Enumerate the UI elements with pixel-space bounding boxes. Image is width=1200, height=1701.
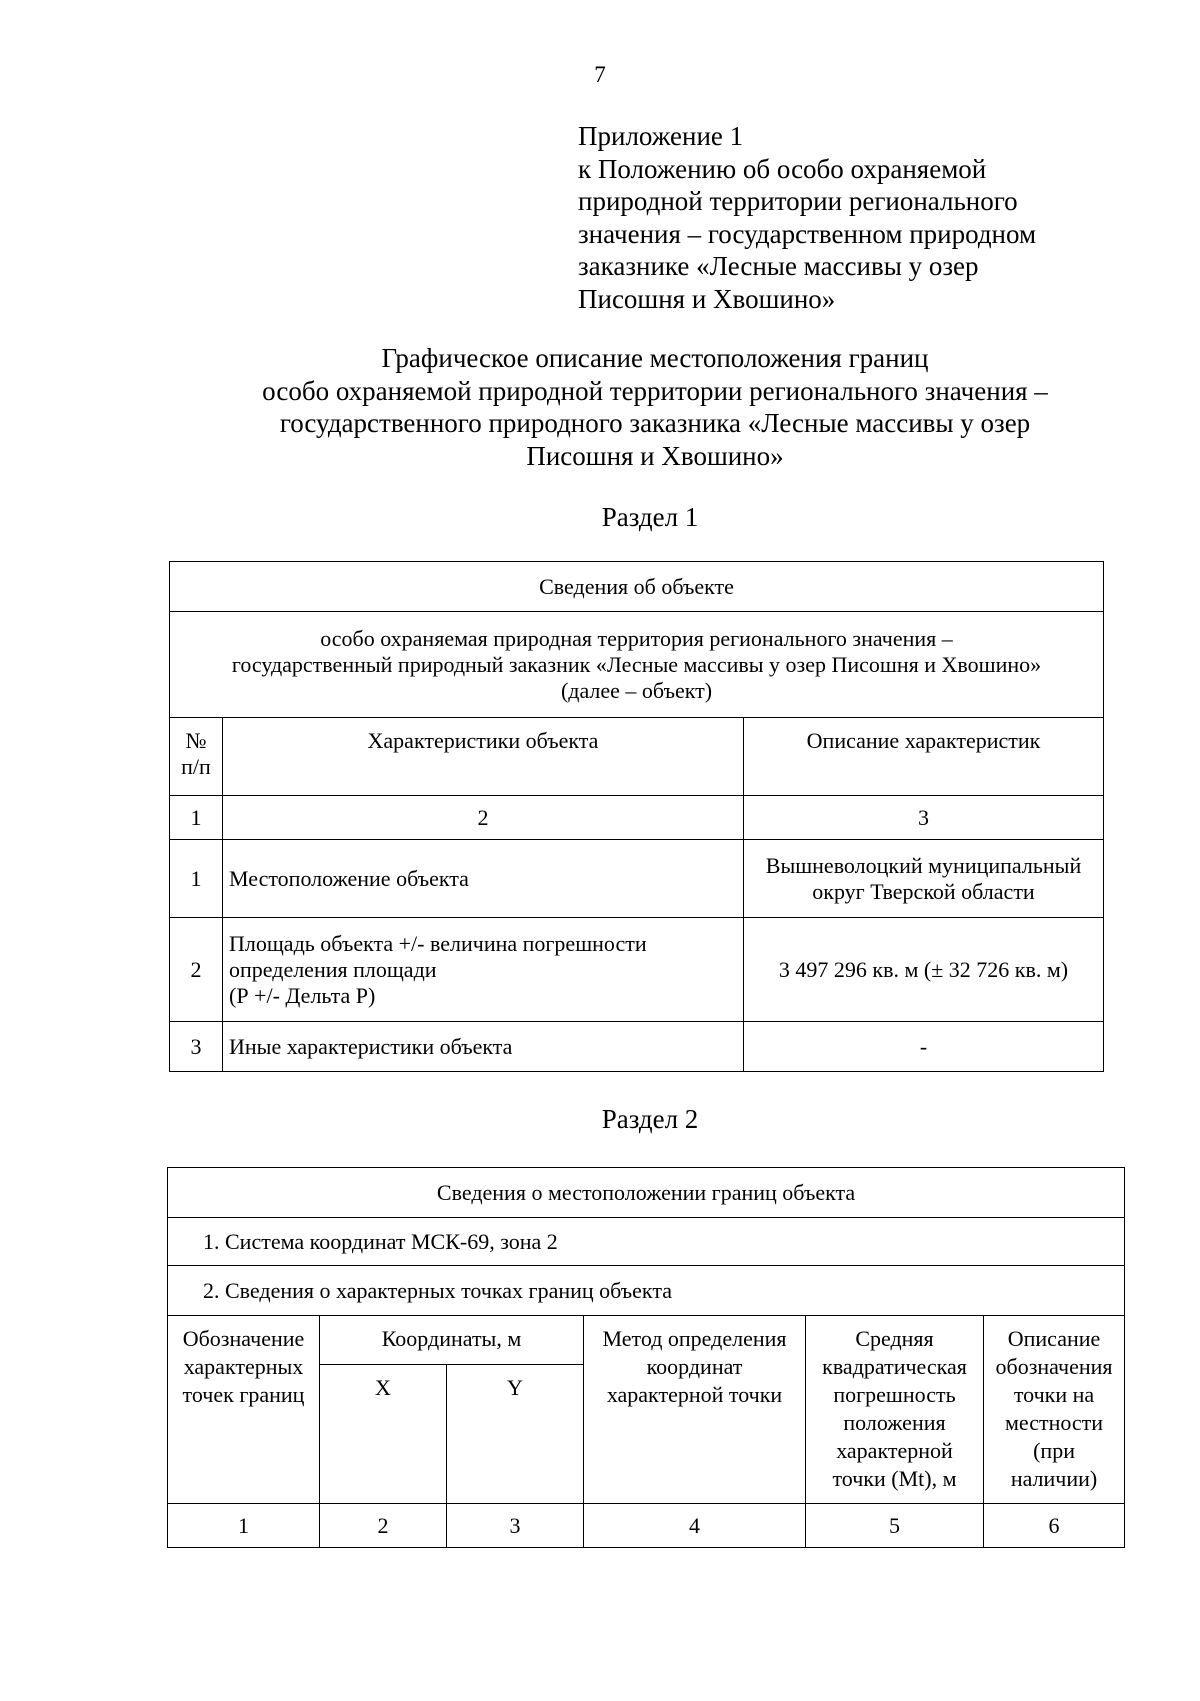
header-point-description-line: Описание	[1007, 1326, 1101, 1351]
appendix-line: Писошня и Хвошино»	[578, 283, 836, 314]
object-description-line: государственный природный заказник «Лесные массивы у озер Писошня и Хвошино»	[231, 651, 1042, 677]
characteristic-line: Иные характеристики объекта	[229, 1033, 513, 1059]
header-point-description-line: местности	[1004, 1410, 1104, 1435]
appendix-line: значения – государственном природном	[578, 218, 1037, 249]
header-error	[806, 1316, 984, 1504]
object-description-line: (далее – объект)	[560, 677, 713, 703]
column-number: 3	[447, 1504, 584, 1548]
header-point-description-line: точки на	[1013, 1382, 1095, 1407]
column-number: 1	[170, 796, 223, 840]
header-point-description-line: обозначения	[995, 1354, 1113, 1379]
header-y: Y	[447, 1365, 584, 1504]
column-number: 5	[806, 1504, 984, 1548]
object-info-table	[169, 561, 1104, 1072]
row-number: 3	[170, 1022, 223, 1072]
header-point-description	[984, 1316, 1125, 1504]
characteristic-line: определения площади	[229, 956, 437, 982]
table-row	[170, 1022, 1104, 1072]
title-line: государственного природного заказника «Лесные массивы у озер	[279, 408, 1031, 438]
row-number: 1	[170, 840, 223, 918]
column-number: 2	[320, 1504, 447, 1548]
row-value	[744, 918, 1104, 1022]
characteristic-line: (Р +/- Дельта Р)	[229, 982, 376, 1008]
header-designation-line: Обозначение	[182, 1326, 305, 1351]
column-number: 1	[168, 1504, 320, 1548]
header-point-description-line: наличии)	[1010, 1466, 1098, 1491]
header-number-line: №	[185, 728, 207, 753]
title-line: особо охраняемой природной территории регионального значения –	[262, 375, 1048, 406]
title-line: Писошня и Хвошино»	[526, 440, 784, 471]
boundary-info-caption: Сведения о местоположении границ объекта	[168, 1168, 1125, 1218]
document-title	[0, 342, 1200, 472]
header-designation-line: точек границ	[182, 1382, 305, 1407]
page-number: 7	[594, 62, 606, 87]
header-error-line: характерной	[836, 1438, 953, 1463]
header-description: Описание характеристик	[744, 718, 1104, 796]
section-1-heading: Раздел 1	[601, 502, 699, 532]
header-method-line: Метод определения	[602, 1326, 787, 1351]
header-characteristics: Характеристики объекта	[223, 718, 744, 796]
header-method	[584, 1316, 806, 1504]
header-error-line: квадратическая	[822, 1354, 967, 1379]
header-method-line: характерной точки	[606, 1382, 783, 1407]
coordinate-system: 1. Система координат МСК-69, зона 2	[168, 1218, 1125, 1266]
column-number: 6	[984, 1504, 1125, 1548]
header-number-line: п/п	[181, 754, 211, 779]
value-line: округ Тверской области	[812, 878, 1035, 904]
header-x: X	[320, 1365, 447, 1504]
row-number: 2	[170, 918, 223, 1022]
table-row	[170, 840, 1104, 918]
header-error-line: погрешность	[833, 1382, 956, 1407]
header-point-description-line: (при	[1033, 1438, 1075, 1463]
appendix-block	[578, 120, 1178, 315]
object-description	[170, 612, 1104, 718]
appendix-line: Приложение 1	[578, 121, 744, 151]
row-characteristic	[223, 918, 744, 1022]
value-line: Вышневолоцкий муниципальный	[765, 852, 1082, 878]
row-value	[744, 1022, 1104, 1072]
table-row	[170, 918, 1104, 1022]
column-number: 3	[744, 796, 1104, 840]
column-number: 4	[584, 1504, 806, 1548]
object-description-line: особо охраняемая природная территория регионального значения –	[320, 625, 953, 651]
section-2-heading: Раздел 2	[601, 1104, 699, 1134]
row-characteristic	[223, 1022, 744, 1072]
title-line: Графическое описание местоположения границ	[381, 343, 929, 373]
characteristic-line: Площадь объекта +/- величина погрешности	[229, 930, 647, 956]
column-number: 2	[223, 796, 744, 840]
characteristic-line: Местоположение объекта	[229, 865, 469, 891]
header-error-line: положения	[843, 1410, 946, 1435]
row-characteristic	[223, 840, 744, 918]
points-info: 2. Сведения о характерных точках границ объекта	[168, 1266, 1125, 1316]
header-error-line: Средняя	[855, 1326, 934, 1351]
boundary-info-table	[167, 1167, 1125, 1548]
header-designation-line: характерных	[183, 1354, 304, 1379]
value-line: 3 497 296 кв. м (± 32 726 кв. м)	[778, 956, 1069, 982]
header-method-line: координат	[646, 1354, 743, 1379]
header-error-line: точки (Mt), м	[832, 1466, 957, 1491]
header-number	[170, 718, 223, 796]
appendix-line: заказнике «Лесные массивы у озер	[578, 251, 979, 281]
row-value	[744, 840, 1104, 918]
value-line: -	[919, 1033, 928, 1059]
header-designation	[168, 1316, 320, 1504]
appendix-line: природной территории регионального	[578, 186, 1018, 216]
object-info-caption: Сведения об объекте	[170, 562, 1104, 612]
appendix-line: к Положению об особо охраняемой	[578, 153, 987, 184]
header-coordinates: Координаты, м	[320, 1316, 584, 1365]
